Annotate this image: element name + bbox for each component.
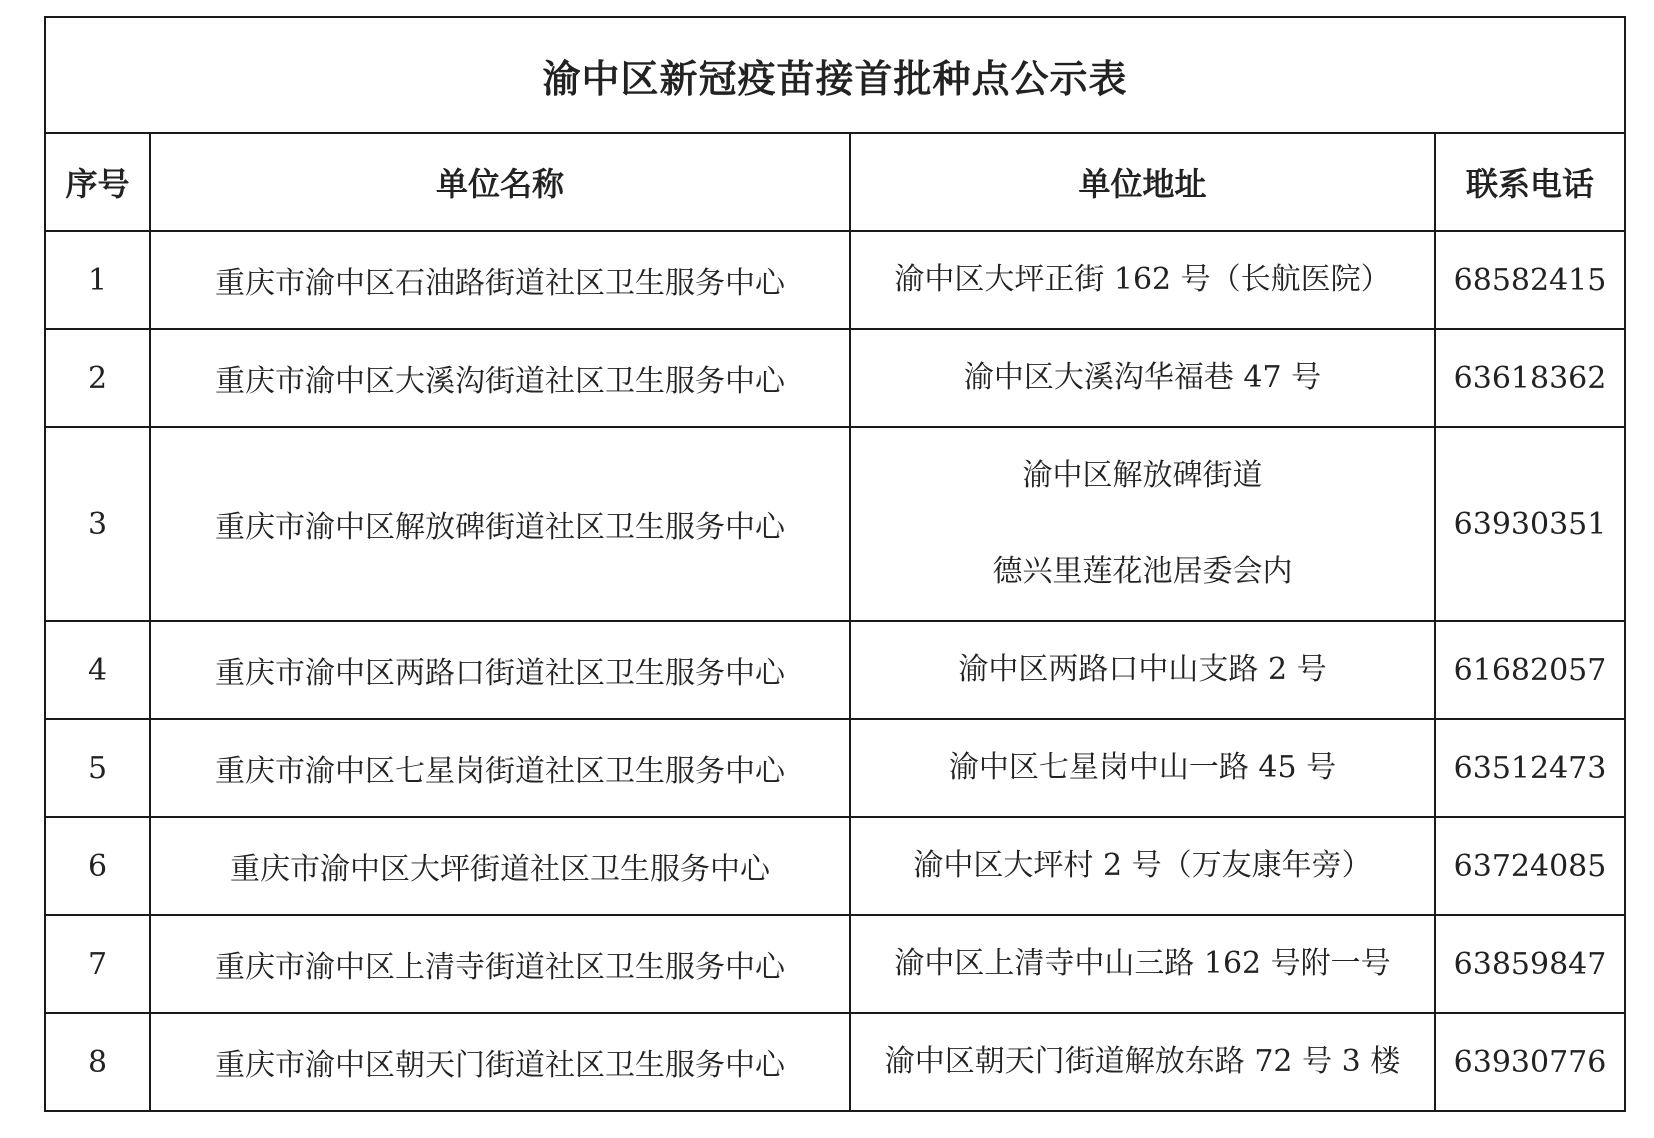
row-phone: 63512473 <box>1435 719 1625 817</box>
address-line: 渝中区朝天门街道解放东路 72 号 3 楼 <box>884 1044 1401 1079</box>
table-row <box>45 915 1625 1013</box>
row-index: 5 <box>45 719 150 817</box>
address-line: 渝中区解放碑街道 <box>1022 458 1263 493</box>
table-row <box>45 621 1625 719</box>
row-address <box>850 231 1435 329</box>
row-name: 重庆市渝中区大溪沟街道社区卫生服务中心 <box>150 329 850 427</box>
header-index: 序号 <box>45 133 150 231</box>
row-phone: 63859847 <box>1435 915 1625 1013</box>
row-index: 4 <box>45 621 150 719</box>
address-line: 渝中区两路口中山支路 2 号 <box>958 652 1327 687</box>
row-phone: 63930351 <box>1435 427 1625 621</box>
row-phone: 68582415 <box>1435 231 1625 329</box>
address-line: 渝中区大坪正街 162 号（长航医院） <box>894 262 1391 297</box>
address-line: 渝中区七星岗中山一路 45 号 <box>948 750 1337 785</box>
header-phone: 联系电话 <box>1435 133 1625 231</box>
row-address <box>850 427 1435 621</box>
table-row <box>45 1013 1625 1111</box>
row-index: 6 <box>45 817 150 915</box>
row-name: 重庆市渝中区上清寺街道社区卫生服务中心 <box>150 915 850 1013</box>
row-index: 2 <box>45 329 150 427</box>
row-index: 7 <box>45 915 150 1013</box>
row-phone: 63724085 <box>1435 817 1625 915</box>
row-name: 重庆市渝中区朝天门街道社区卫生服务中心 <box>150 1013 850 1111</box>
row-index: 8 <box>45 1013 150 1111</box>
row-phone: 63930776 <box>1435 1013 1625 1111</box>
row-address <box>850 329 1435 427</box>
row-name: 重庆市渝中区两路口街道社区卫生服务中心 <box>150 621 850 719</box>
row-index: 1 <box>45 231 150 329</box>
address-line: 渝中区大坪村 2 号（万友康年旁） <box>913 848 1372 883</box>
document-sheet <box>44 16 1624 1112</box>
address-line: 渝中区大溪沟华福巷 47 号 <box>963 360 1322 395</box>
row-address <box>850 719 1435 817</box>
table-row <box>45 817 1625 915</box>
header-name: 单位名称 <box>150 133 850 231</box>
row-name: 重庆市渝中区大坪街道社区卫生服务中心 <box>150 817 850 915</box>
table-row <box>45 427 1625 621</box>
table-row <box>45 719 1625 817</box>
row-address <box>850 621 1435 719</box>
row-phone: 63618362 <box>1435 329 1625 427</box>
title-row <box>45 17 1625 133</box>
row-address <box>850 817 1435 915</box>
row-address <box>850 1013 1435 1111</box>
row-phone: 61682057 <box>1435 621 1625 719</box>
table-row <box>45 329 1625 427</box>
address-line: 渝中区上清寺中山三路 162 号附一号 <box>894 946 1391 981</box>
table-title: 渝中区新冠疫苗接首批种点公示表 <box>45 17 1625 133</box>
table-row <box>45 231 1625 329</box>
address-line: 德兴里莲花池居委会内 <box>992 554 1293 589</box>
vaccination-site-table <box>44 16 1626 1112</box>
row-name: 重庆市渝中区七星岗街道社区卫生服务中心 <box>150 719 850 817</box>
row-name: 重庆市渝中区石油路街道社区卫生服务中心 <box>150 231 850 329</box>
header-address: 单位地址 <box>850 133 1435 231</box>
row-address <box>850 915 1435 1013</box>
row-index: 3 <box>45 427 150 621</box>
header-row <box>45 133 1625 231</box>
address-line <box>851 500 1434 548</box>
row-name: 重庆市渝中区解放碑街道社区卫生服务中心 <box>150 427 850 621</box>
